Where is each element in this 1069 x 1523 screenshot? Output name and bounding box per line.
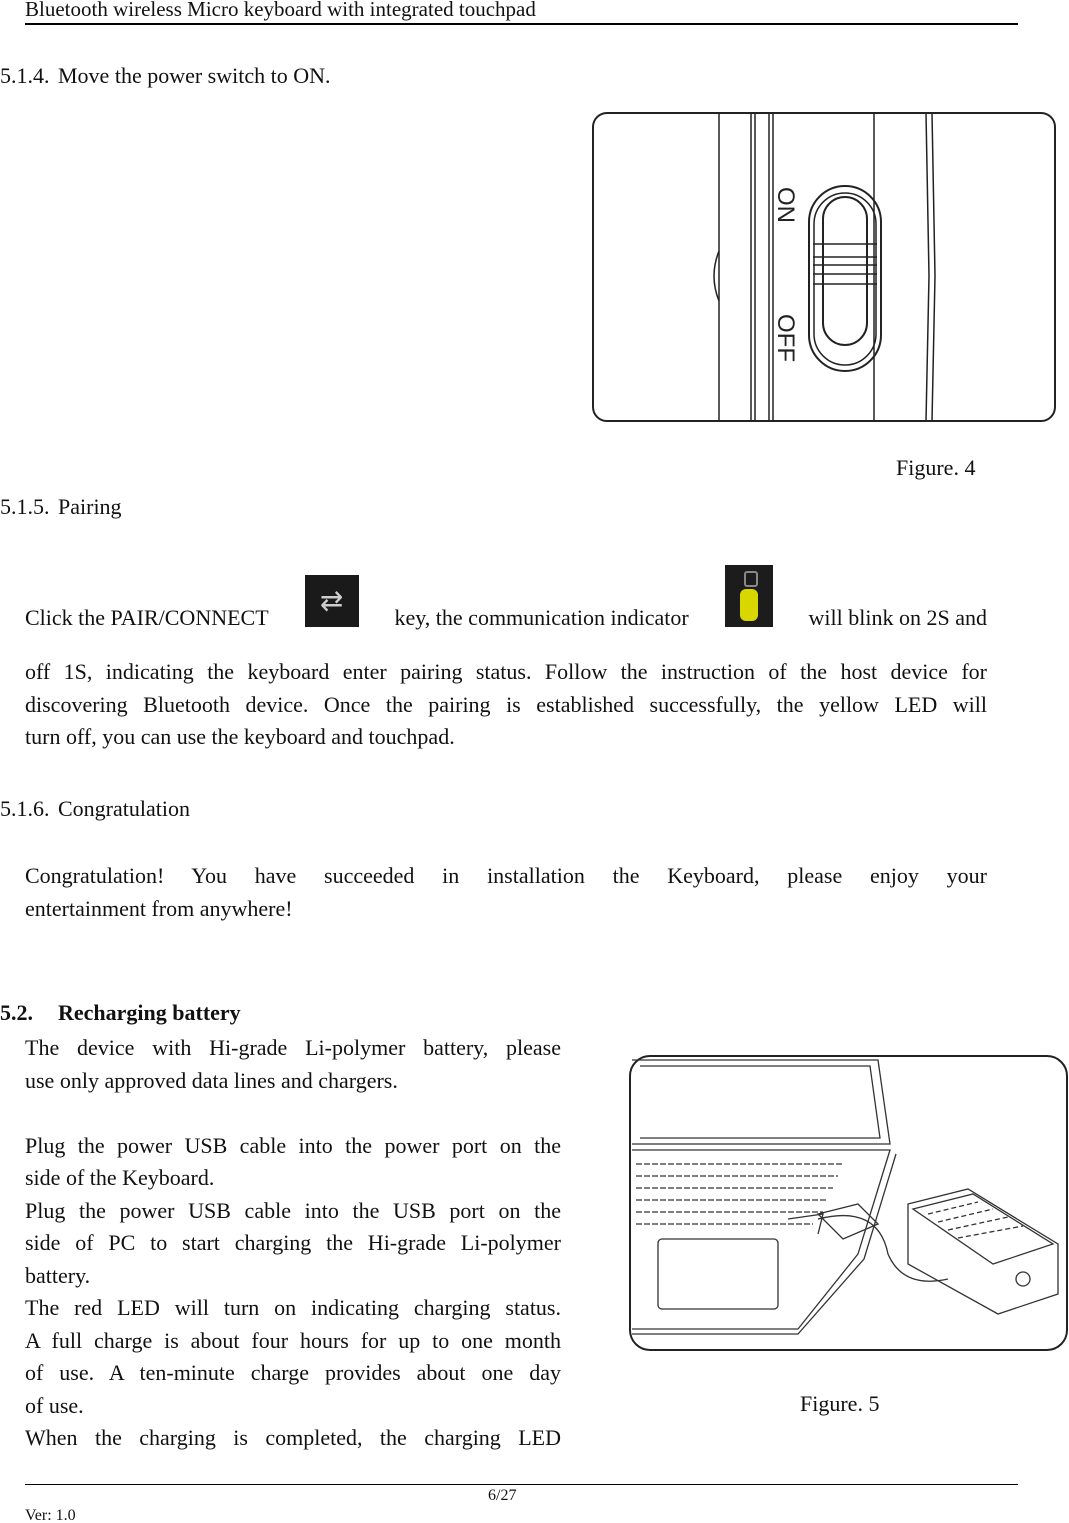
page-number: 6/27 [488,1487,517,1504]
section-title: Move the power switch to ON. [58,63,331,88]
section-number: 5.2. [0,1000,33,1025]
text-line: side of the Keyboard. [25,1165,215,1190]
section-number: 5.1.5. [0,494,50,519]
text-line: Congratulation! You have succeeded in installation the Keyboard, please enjoy your [25,863,987,888]
text-line: of use. [25,1392,84,1418]
pairing-text: will blink on 2S and [808,605,987,630]
section-title: Recharging battery [58,1000,241,1025]
text-line: Plug the power USB cable into the USB port on the [25,1197,561,1223]
section-title: Pairing [58,494,122,519]
text-line: entertainment from anywhere! [25,895,293,921]
section-5-1-5-heading [0,494,122,520]
text-line: off 1S, indicating the keyboard enter pairing status. Follow the instruction of the host device for [25,659,987,684]
pairing-text: Click the PAIR/CONNECT [25,605,269,630]
section-number: 5.1.4. [0,63,50,88]
blank-line [25,1097,561,1130]
antenna-symbol [744,571,758,587]
yellow-led [740,589,758,621]
on-label: ON [772,187,799,223]
text-line: turn off, you can use the keyboard and touchpad. [25,724,455,749]
congratulation-paragraph [25,860,987,925]
communication-indicator-led-icon [725,565,773,627]
figure-5-caption: Figure. 5 [800,1391,880,1416]
text-line: discovering Bluetooth device. Once the pairing is established successfully, the yellow LED will [25,691,987,717]
text-line: A full charge is about four hours for up to one month [25,1327,561,1353]
section-5-1-6-heading [0,796,190,822]
text-line: When the charging is completed, the charging LED [25,1425,561,1450]
section-5-2-heading [0,1000,241,1026]
text-line: Plug the power USB cable into the power port on the [25,1132,561,1158]
text-line: use only approved data lines and chargers. [25,1067,398,1093]
recharging-paragraph [25,1032,561,1455]
page-header: Bluetooth wireless Micro keyboard with integrated touchpad [25,0,536,21]
pairing-paragraph [25,656,987,754]
footer-rule [25,1484,1018,1485]
header-rule [25,23,1018,25]
pairing-text: key, the communication indicator [394,605,689,630]
text-line: of use. A ten-minute charge provides about one day [25,1360,561,1385]
section-number: 5.1.6. [0,796,50,821]
text-line: The device with Hi-grade Li-polymer battery, please [25,1035,561,1060]
text-line: side of PC to start charging the Hi-grade Li-polymer [25,1230,561,1255]
text-line: battery. [25,1262,91,1288]
charging-figure [628,1054,1069,1352]
pairing-first-line [25,573,987,630]
figure-4-caption: Figure. 4 [896,455,976,480]
version-label: Ver: 1.0 [25,1507,76,1523]
pair-connect-key-icon: ⇄ [305,575,359,627]
off-label: OFF [772,314,799,362]
section-title: Congratulation [58,796,190,821]
section-5-1-4-heading [0,63,331,89]
text-line: The red LED will turn on indicating charging status. [25,1295,561,1320]
power-switch-figure [591,111,1057,423]
